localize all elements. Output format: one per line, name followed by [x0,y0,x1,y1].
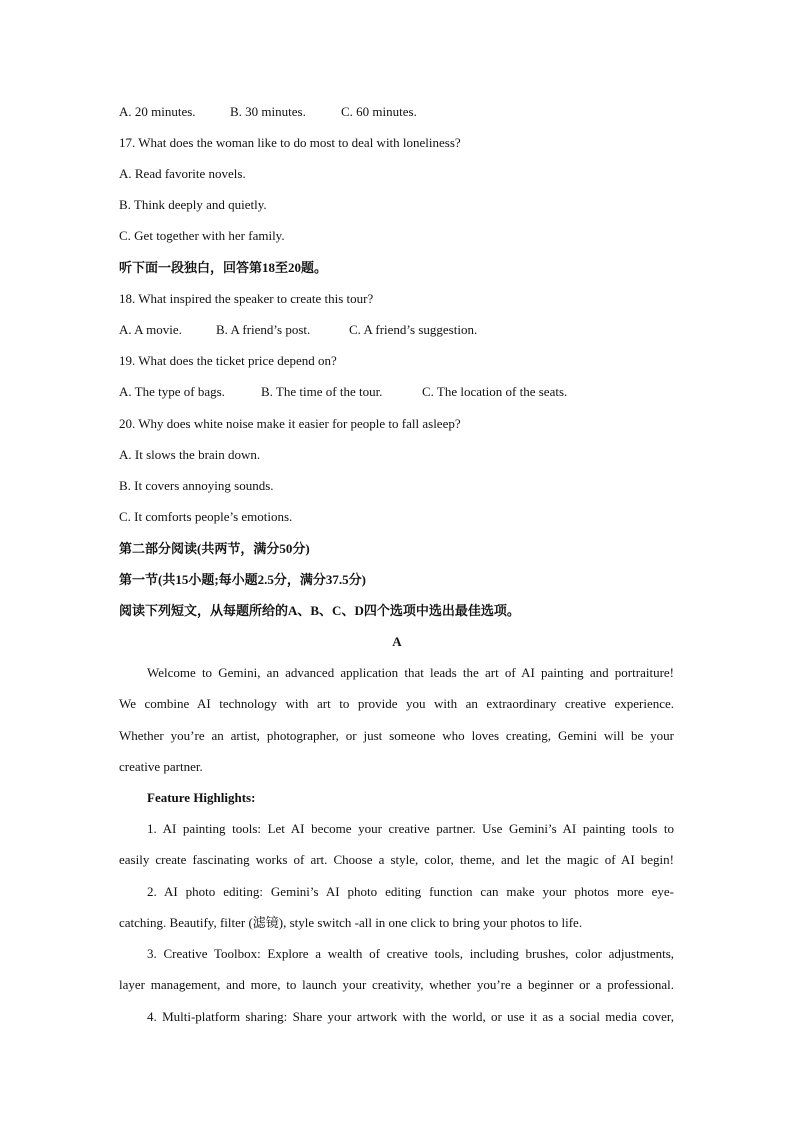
feature-line: layer management, and more, to launch your creativity, whether you’re a beginner or a professional. [119,977,674,992]
q20-option-b: B. It covers annoying sounds. [119,478,274,493]
q16-option-c: C. 60 minutes. [341,104,417,119]
intro-line: We combine AI technology with art to provide you with an extraordinary creative experience. [119,696,674,711]
q20-option-a: A. It slows the brain down. [119,447,261,462]
q18-option-b: B. A friend’s post. [216,322,311,337]
q20-question: 20. Why does white noise make it easier for people to fall asleep? [119,416,461,431]
feature-line: 2. AI photo editing: Gemini’s AI photo editing function can make your photos more eye- [147,884,674,899]
feature-line: 4. Multi-platform sharing: Share your artwork with the world, or use it as a social media cover, [147,1009,674,1024]
q17-option-a: A. Read favorite novels. [119,166,246,181]
q19-options [119,384,567,400]
passage-label: A [392,634,402,649]
q17-option-b: B. Think deeply and quietly. [119,197,267,212]
feature-highlights-title: Feature Highlights: [147,790,256,805]
q17-option-c: C. Get together with her family. [119,228,285,243]
q19-option-b: B. The time of the tour. [261,384,383,399]
reading-instruction: 阅读下列短文，从每题所给的A、B、C、D四个选项中选出最佳选项。 [119,603,520,618]
feature-line: 3. Creative Toolbox: Explore a wealth of creative tools, including brushes, color adjustments, [147,946,674,961]
intro-line: Whether you’re an artist, photographer, or just someone who loves creating, Gemini will be your [119,728,674,743]
q18-option-a: A. A movie. [119,322,182,337]
q18-option-c: C. A friend’s suggestion. [349,322,478,337]
feature-line: 1. AI painting tools: Let AI become your creative partner. Use Gemini’s AI painting tools to [147,821,674,836]
intro-line: Welcome to Gemini, an advanced application that leads the art of AI painting and portraiture! [147,665,674,680]
q16-option-a: A. 20 minutes. [119,104,196,119]
q18-question: 18. What inspired the speaker to create this tour? [119,291,374,306]
intro-line: creative partner. [119,759,203,774]
feature-line: easily create fascinating works of art. Choose a style, color, theme, and let the magic of AI begin! [119,852,674,867]
section1-heading: 第一节(共15小题;每小题2.5分，满分37.5分) [119,572,366,587]
q20-option-c: C. It comforts people’s emotions. [119,509,293,524]
q18-options [119,322,477,338]
q16-options [119,104,417,120]
feature-line: catching. Beautify, filter (滤镜), style switch -all in one click to bring your photos to life. [119,915,583,930]
section-monologue-heading: 听下面一段独白，回答第18至20题。 [119,260,328,275]
q16-option-b: B. 30 minutes. [230,104,306,119]
q19-option-a: A. The type of bags. [119,384,225,399]
q17-question: 17. What does the woman like to do most to deal with loneliness? [119,135,461,150]
q19-question: 19. What does the ticket price depend on? [119,353,337,368]
part2-heading: 第二部分阅读(共两节，满分50分) [119,541,310,556]
q19-option-c: C. The location of the seats. [422,384,568,399]
